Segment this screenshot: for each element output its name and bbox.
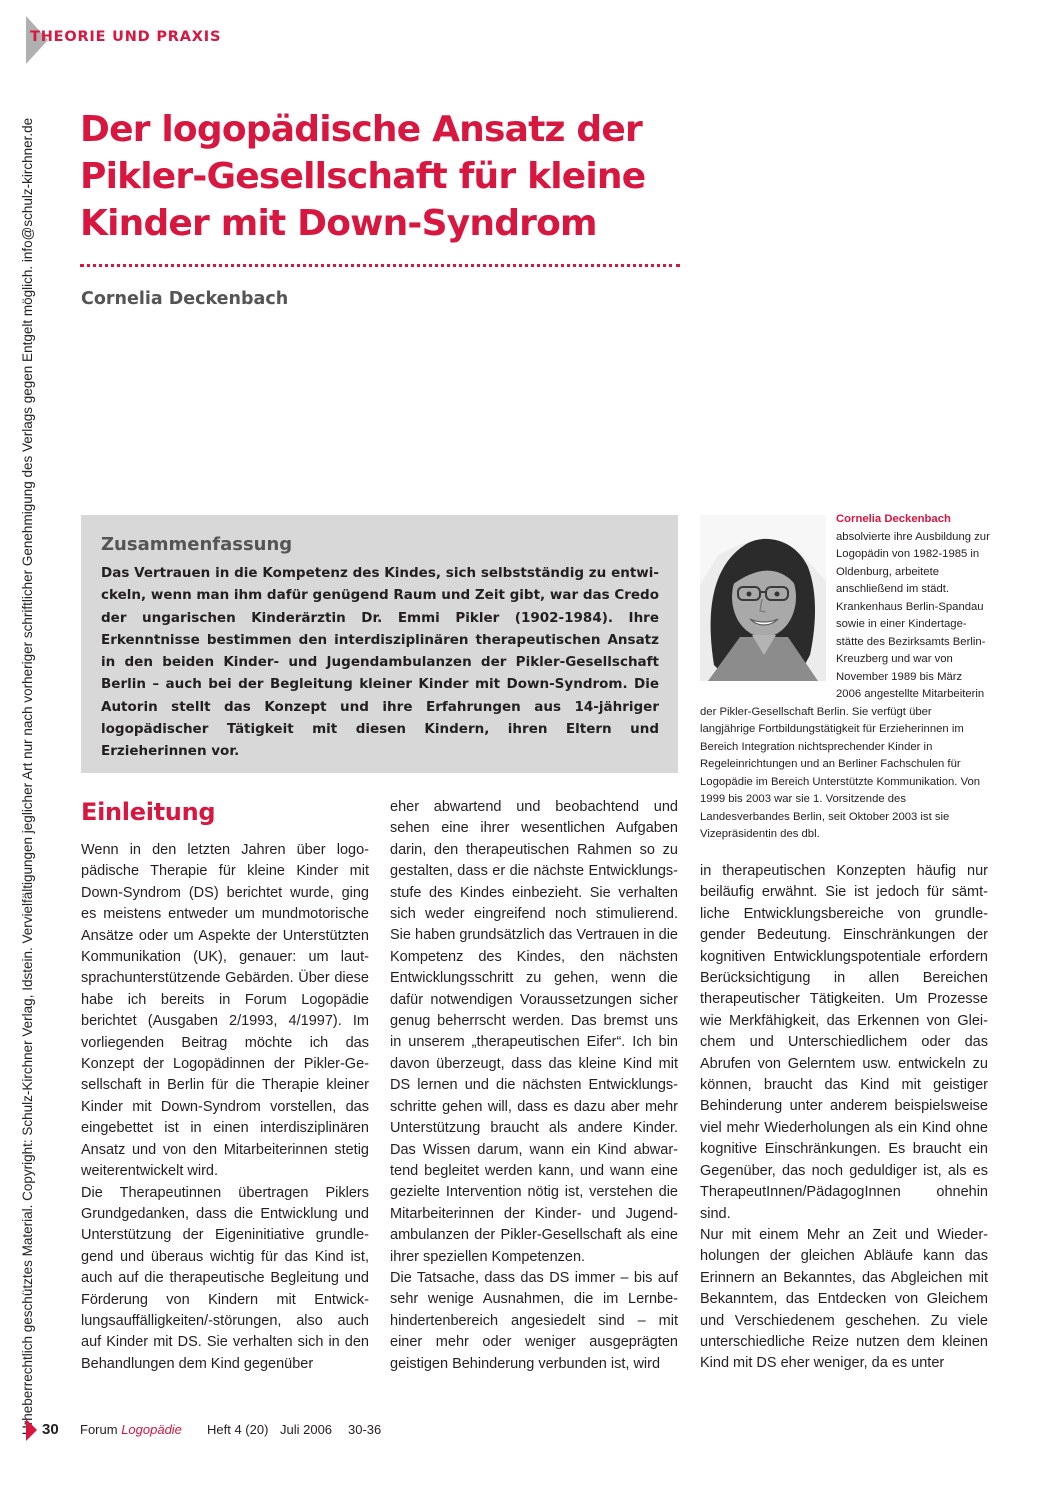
title-dotted-divider — [80, 264, 680, 267]
journal-title: Logopädie — [121, 1422, 182, 1437]
article-author: Cornelia Deckenbach — [81, 289, 289, 309]
body-paragraph: in therapeutischen Konzepten häufig nur beiläufig erwähnt. Sie ist jedoch für sämtliche Entwicklungsbereiche von grundlegender Bedeutung. Einschränkungen der kognitiven Entwicklungspotentiale erfordern Berücksichtigung in allen Bereichen therapeutischer Tätigkeiten. Um Prozesse wie Merkfähigkeit, das Erkennen von Gleichem und Unterschiedlichem oder das Abrufen von Gelerntem usw. entwickeln zu können, braucht das Kind mit geistiger Behinderung unter anderem beispielsweise viel mehr Wiederholungen als ein Kind ohne kognitive Einschränkungen. Es braucht ein Gegenüber, das noch geduldiger ist, als es TherapeutInnen/PädagogInnen ohnehin sind. — [700, 863, 988, 1222]
body-paragraph: Wenn in den letzten Jahren über logopädische Therapie für kleine Kinder mit Down-Syndrom (DS) berichtet wurde, ging es meistens entweder um mundmotorische Ansätze oder um Aspekte der Unterstützten Kommunikation (UK), genauer: um lautsprachunterstützende Gebärden. Über diese habe ich bereits in Forum Logopädie berichtet (Ausgaben 2/1993, 4/1997). Im vorliegenden Beitrag möchte ich das Konzept der Logopädinnen der Pikler-Gesellschaft in Berlin für die Therapie kleiner Kinder mit Down-Syndrom vorstellen, das eingebettet ist in einen interdisziplinären Ansatz und von den Mitarbeiterinnen stetig weiterentwickelt wird. — [81, 842, 369, 1180]
section-label: THEORIE UND PRAXIS — [30, 29, 222, 45]
page-number: 30 — [42, 1421, 59, 1438]
footer-triangle-icon — [26, 1419, 37, 1441]
body-paragraph: Die Therapeutinnen übertragen Piklers Grundgedanken, dass die Entwicklung und Unterstützung der Eigeninitiative grundlegend und überaus wichtig für das Kind ist, auch auf die therapeutische Begleitung und Förderung von Kindern mit Entwicklungsauffälligkeiten/-störungen, also auch auf Kinder mit DS. Sie verhalten sich in den Behandlungen dem Kind gegenüber — [81, 1184, 369, 1372]
summary-heading: Zusammenfassung — [101, 534, 293, 555]
journal-prefix: Forum — [80, 1422, 118, 1437]
body-paragraph: Die Tatsache, dass das DS immer – bis auf sehr wenige Ausnahmen, die im Lernbehindertenbereich angesiedelt sind – mit einer mehr oder weniger ausgeprägten geistigen Behinderung verbunden ist, wird — [390, 1269, 678, 1372]
author-bio — [700, 511, 990, 844]
issue-date: Juli 2006 — [280, 1422, 333, 1437]
page-footer — [26, 1419, 526, 1441]
bio-author-name: Cornelia Deckenbach — [836, 513, 951, 525]
section-heading-einleitung: Einleitung — [81, 798, 216, 826]
article-title: Der logopädische Ansatz der Pikler-Gesellschaft für kleine Kinder mit Down-Syndrom — [80, 109, 646, 244]
body-paragraph: eher abwartend und beobachtend und sehen eine ihrer wesentlichen Aufgaben darin, den therapeutischen Rahmen so zu gestalten, dass er die nächste Entwicklungsstufe des Kindes einbezieht. Sie verhalten sich weder eingreifend noch stimulierend. Sie haben grundsätzlich das Vertrauen in die Kompetenz des Kindes, den nächsten Entwicklungsschritt zu gehen, wenn die dafür notwendigen Voraussetzungen sicher genug beherrscht werden. Das bremst uns in unserem „therapeutischen Eifer“. Ich bin davon überzeugt, dass das kleine Kind mit DS lernen und die nächsten Entwicklungsschritte gehen will, dass es dazu aber mehr Unterstützung braucht als andere Kinder. Das Wissen darum, wann ein Kind abwartend begleitet werden kann, und wann eine gezielte Intervention nötig ist, verstehen die Mitarbeiterinnen der Kinder- und Jugendambulanzen der Pikler-Gesellschaft als eine ihrer speziellen Kompetenzen. — [390, 799, 678, 1265]
body-column-3 — [700, 861, 988, 1375]
body-column-2 — [390, 797, 678, 1375]
copyright-side-notice: Urheberrechtlich geschütztes Material. Copyright: Schulz-Kirchner Verlag, Idstein. Vervielfältigungen jeglicher Art nur nach vorheriger schriftlicher Genehmigung des Verlags gegen Entgelt möglich. info@schulz-kirchner.de — [20, 117, 35, 1435]
body-paragraph: Nur mit einem Mehr an Zeit und Wiederholungen der gleichen Abläufe kann das Erinnern an Bekanntes, das Abgleichen mit Bekanntem, das Entdecken von Gleichem und Verschiedenem geschehen. Zu viele unterschiedliche Reize nutzen dem kleinen Kind mit DS eher weniger, da es unter — [700, 1226, 988, 1372]
journal-name — [80, 1422, 182, 1437]
issue-number: Heft 4 (20) — [207, 1422, 269, 1437]
body-column-1 — [81, 840, 369, 1375]
summary-box — [81, 515, 678, 773]
page-range: 30-36 — [348, 1422, 382, 1437]
summary-text: Das Vertrauen in die Kompetenz des Kindes, sich selbstständig zu entwickeln, wenn man ihm dafür genügend Raum und Zeit gibt, war das Credo der ungarischen Kinderärztin Dr. Emmi Pikler (1902-1984). Ihre Erkenntnisse bestimmen den interdisziplinären therapeutischen Ansatz in den beiden Kinder- und Jugendambulanzen der Pikler-Gesellschaft Berlin – auch bei der Begleitung kleiner Kinder mit Down-Syndrom. Die Autorin stellt das Konzept und ihre Erfahrungen aus 14-jähriger logopädischer Tätigkeit mit diesen Kindern, ihren Eltern und Erzieherinnen vor. — [101, 565, 659, 760]
bio-text: absolvierte ihre Ausbildung zur Logopädin von 1982-1985 in Oldenburg, arbeitete anschließend im städt. Krankenhaus Berlin-Spandau sowie in einer Kindertagestätte des Bezirksamts Berlin-Kreuzberg und war von November 1989 bis März 2006 angestellte Mitarbeiterin der Pikler-Gesellschaft Berlin. Sie verfügt über langjährige Fortbildungstätigkeit für Erzieherinnen im Bereich Integration nichtsprechender Kinder in Regeleinrichtungen und an Berliner Fachschulen für Logopädie im Bereich Unterstützte Kommunikation. Von 1999 bis 2003 war sie 1. Vorsitzende des Landesverbandes Berlin, seit Oktober 2003 ist sie Vizepräsidentin des dbl. — [700, 530, 990, 840]
